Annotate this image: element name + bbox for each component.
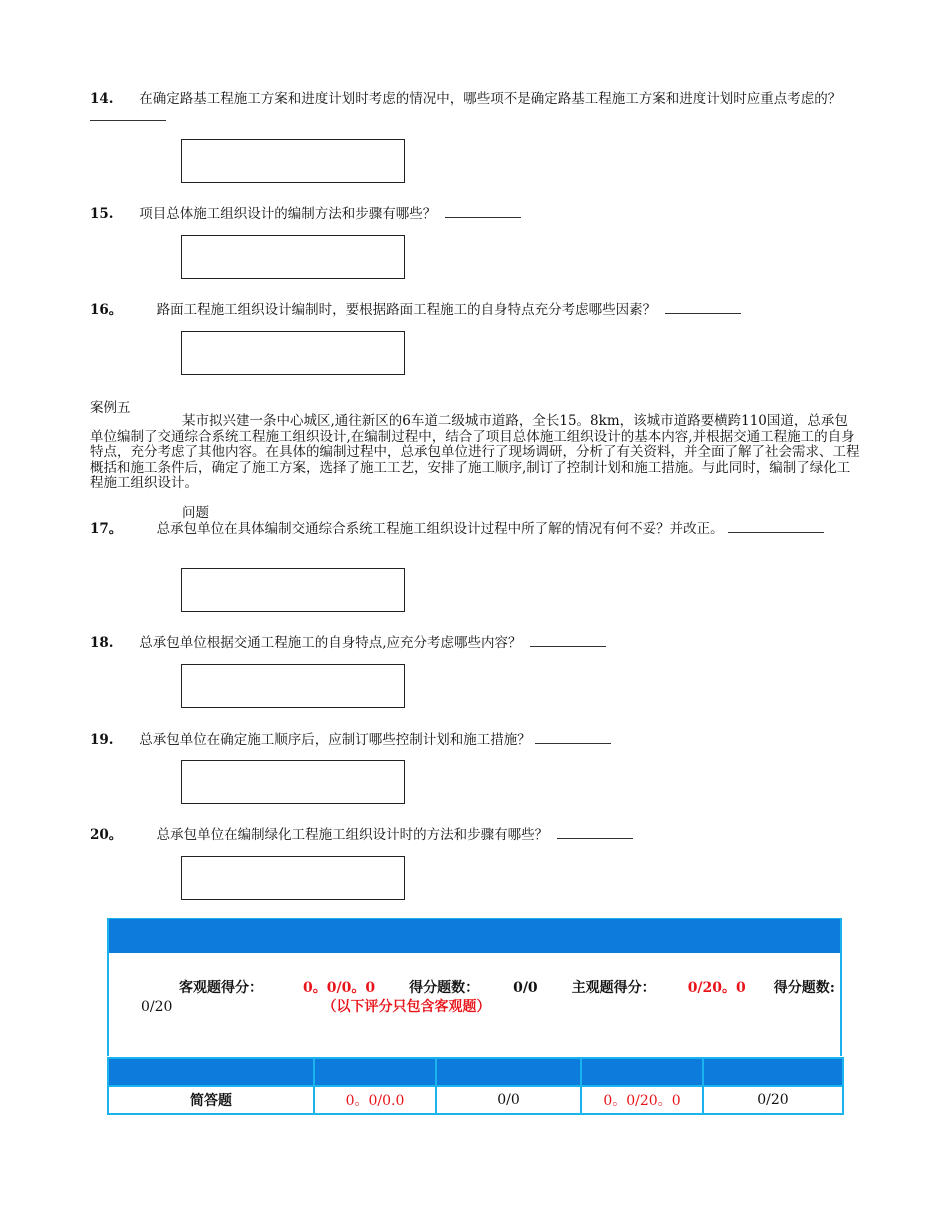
question-14 (90, 91, 860, 126)
question-number: 19. (90, 732, 114, 748)
question-16 (90, 301, 860, 319)
answer-blank (445, 205, 521, 218)
question-20 (90, 826, 860, 844)
answered-count-value: 0/0 (513, 980, 538, 996)
answer-box-18[interactable] (181, 664, 405, 708)
answer-blank (535, 731, 611, 744)
question-text: 总承包单位在确定施工顺序后，应制订哪些控制计划和施工措施？ (139, 732, 531, 748)
score-summary (107, 953, 842, 1056)
subjective-score-label: 主观题得分： (571, 980, 656, 996)
answer-box-14[interactable] (181, 139, 405, 183)
question-number: 15. (90, 206, 114, 222)
score-summary-line (113, 979, 837, 1017)
question-text: 总承包单位根据交通工程施工的自身特点,应充分考虑哪些内容？ (139, 635, 522, 651)
question-text: 总承包单位在具体编制交通综合系统工程施工组织设计过程中所了解的情况有何不妥？并改正。 (156, 521, 724, 537)
question-18 (90, 634, 860, 652)
score-panel-header (107, 918, 842, 953)
question-text: 总承包单位在编制绿化工程施工组织设计时的方法和步骤有哪些？ (156, 827, 549, 843)
question-number: 17。 (90, 521, 123, 537)
answer-blank (530, 634, 606, 647)
question-number: 20。 (90, 827, 123, 843)
subjective-score-cell: 0。0/20。0 (581, 1086, 703, 1114)
answer-blank (557, 826, 633, 839)
answer-blank (728, 520, 824, 533)
objective-score-value: 0。0/0。0 (303, 980, 376, 996)
answer-box-15[interactable] (181, 235, 405, 279)
answer-box-16[interactable] (181, 331, 405, 375)
answer-box-17[interactable] (181, 568, 405, 612)
question-number: 14. (90, 91, 114, 107)
score-table-header (108, 1058, 843, 1086)
question-text: 项目总体施工组织设计的编制方法和步骤有哪些？ (139, 206, 437, 222)
case-paragraph: 某市拟兴建一条中心城区,通往新区的6车道二级城市道路，全长15。8km，该城市道路要横跨110国道，总承包单位编制了交通综合系统工程施工组织设计,在编制过程中，结合了项目总体施工组织设计的基本内容,并根据交通工程施工的自身特点，充分考虑了其他内容。在具体的编制过程中，总承包单位进行了现场调研，分析了有关资料，并全面了解了社会需求、工程概括和施工条件后，确定了施工方案，选择了施工工艺，安排了施工顺序,制订了控制计划和施工措施。与此同时，编制了绿化工程施工组织设计。 (90, 413, 860, 491)
question-type-cell: 简答题 (108, 1086, 314, 1114)
objective-score-cell: 0。0/0.0 (314, 1086, 436, 1114)
question-number: 18. (90, 635, 114, 651)
subjective-score-value: 0/20。0 (687, 980, 746, 996)
score-count-value: 0/20 (141, 999, 173, 1015)
answered-count-cell: 0/0 (436, 1086, 581, 1114)
score-count-label: 得分题数: (773, 980, 835, 996)
question-17 (90, 520, 860, 538)
answer-blank (665, 301, 741, 314)
answer-box-20[interactable] (181, 856, 405, 900)
question-number: 16。 (90, 302, 123, 318)
score-table (107, 1057, 844, 1115)
objective-score-label: 客观题得分： (179, 980, 263, 996)
answer-blank (90, 108, 166, 121)
answered-count-label: 得分题数： (409, 980, 480, 996)
question-text: 在确定路基工程施工方案和进度计划时考虑的情况中，哪些项不是确定路基工程施工方案和进度计划时应重点考虑的？ (139, 91, 842, 107)
question-15 (90, 205, 860, 223)
score-count-cell: 0/20 (703, 1086, 843, 1114)
question-text: 路面工程施工组织设计编制时，要根据路面工程施工的自身特点充分考虑哪些因素？ (156, 302, 657, 318)
case-question-label: 问题 (182, 505, 209, 521)
answer-box-19[interactable] (181, 760, 405, 804)
case-title: 案例五 (90, 400, 131, 416)
table-row (108, 1086, 843, 1114)
scoring-note: （以下评分只包含客观题） (322, 999, 491, 1015)
question-19 (90, 731, 860, 749)
score-panel (107, 918, 842, 1056)
